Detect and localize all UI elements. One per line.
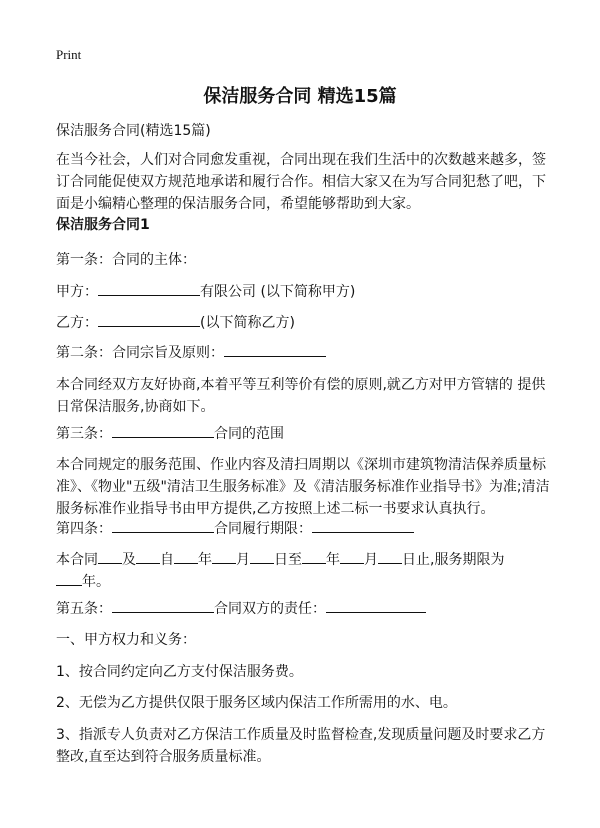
term-text: 日至 <box>274 552 302 568</box>
article-1: 第一条：合同的主体： <box>56 252 196 268</box>
intro-paragraph: 在当今社会，人们对合同愈发重视，合同出现在我们生活中的次数越来越多，签订合同能促使双方规范地承诺和履行合作。相信大家又在为写合同犯愁了吧，下面是小编精心整理的保洁服务合同，希望能够帮助到大家。 <box>56 152 546 212</box>
blank-field <box>174 549 198 564</box>
article-2: 第二条：合同宗旨及原则： <box>56 345 224 361</box>
term-text: 月 <box>364 552 378 568</box>
term-text: 日止,服务期限为 <box>402 552 505 568</box>
party-b-suffix: (以下简称乙方) <box>200 315 295 331</box>
rights-item-3: 3、指派专人负责对乙方保洁工作质量及时监督检查,发现质量问题及时要求乙方整改,直至达到符合服务质量标准。 <box>56 727 546 765</box>
term-text: 年 <box>198 552 212 568</box>
term-text: 本合同 <box>56 552 98 568</box>
rights-item-1: 1、按合同约定向乙方支付保洁服务费。 <box>56 664 303 680</box>
article-2-line <box>56 342 552 364</box>
doc-subtitle: 保洁服务合同(精选15篇) <box>56 123 211 139</box>
blank-field <box>112 518 214 533</box>
article-4-label: 第四条： <box>56 521 112 537</box>
party-a-line <box>56 281 552 303</box>
blank-field <box>312 518 414 533</box>
party-b-line <box>56 312 552 334</box>
blank-field <box>98 281 200 296</box>
blank-field <box>378 549 402 564</box>
term-text: 年。 <box>82 574 110 590</box>
blank-field <box>212 549 236 564</box>
blank-field <box>340 549 364 564</box>
term-text: 自 <box>160 552 174 568</box>
term-text: 年 <box>326 552 340 568</box>
party-a-rights: 一、甲方权力和义务： <box>56 632 196 648</box>
blank-field <box>98 312 200 327</box>
term-line <box>56 549 552 593</box>
party-a-suffix: 有限公司 (以下简称甲方) <box>200 284 356 300</box>
blank-field <box>326 598 426 613</box>
article-4-suffix: 合同履行期限： <box>214 521 312 537</box>
article-3-label: 第三条： <box>56 426 112 442</box>
blank-field <box>224 342 326 357</box>
term-text: 及 <box>122 552 136 568</box>
article-2-body: 本合同经双方友好协商,本着平等互利等价有偿的原则,就乙方对甲方管辖的 提供日常保洁服务,协商如下。 <box>56 377 546 415</box>
blank-field <box>112 423 214 438</box>
rights-item-2: 2、无偿为乙方提供仅限于服务区域内保洁工作所需用的水、电。 <box>56 695 457 711</box>
blank-field <box>136 549 160 564</box>
article-4-line <box>56 518 552 540</box>
term-text: 月 <box>236 552 250 568</box>
blank-field <box>112 598 214 613</box>
article-3-body: 本合同规定的服务范围、作业内容及清扫周期以《深圳市建筑物清洁保养质量标准》、《物业"五级"清洁卫生服务标准》及《清洁服务标准作业指导书》为准;清洁服务标准作业指导书由甲方提供,乙方按照上述二标一书要求认真执行。 <box>56 457 550 517</box>
article-5-suffix: 合同双方的责任： <box>214 601 326 617</box>
article-3-suffix: 合同的范围 <box>214 426 284 442</box>
article-5-line <box>56 598 552 620</box>
party-a-label: 甲方： <box>56 284 98 300</box>
print-link[interactable]: Print <box>56 47 82 62</box>
blank-field <box>56 571 82 586</box>
article-5-label: 第五条： <box>56 601 112 617</box>
page-title: 保洁服务合同 精选15篇 <box>203 86 397 107</box>
blank-field <box>98 549 122 564</box>
blank-field <box>250 549 274 564</box>
section-heading: 保洁服务合同1 <box>56 217 150 233</box>
party-b-label: 乙方： <box>56 315 98 331</box>
blank-field <box>302 549 326 564</box>
article-3-line <box>56 423 552 445</box>
